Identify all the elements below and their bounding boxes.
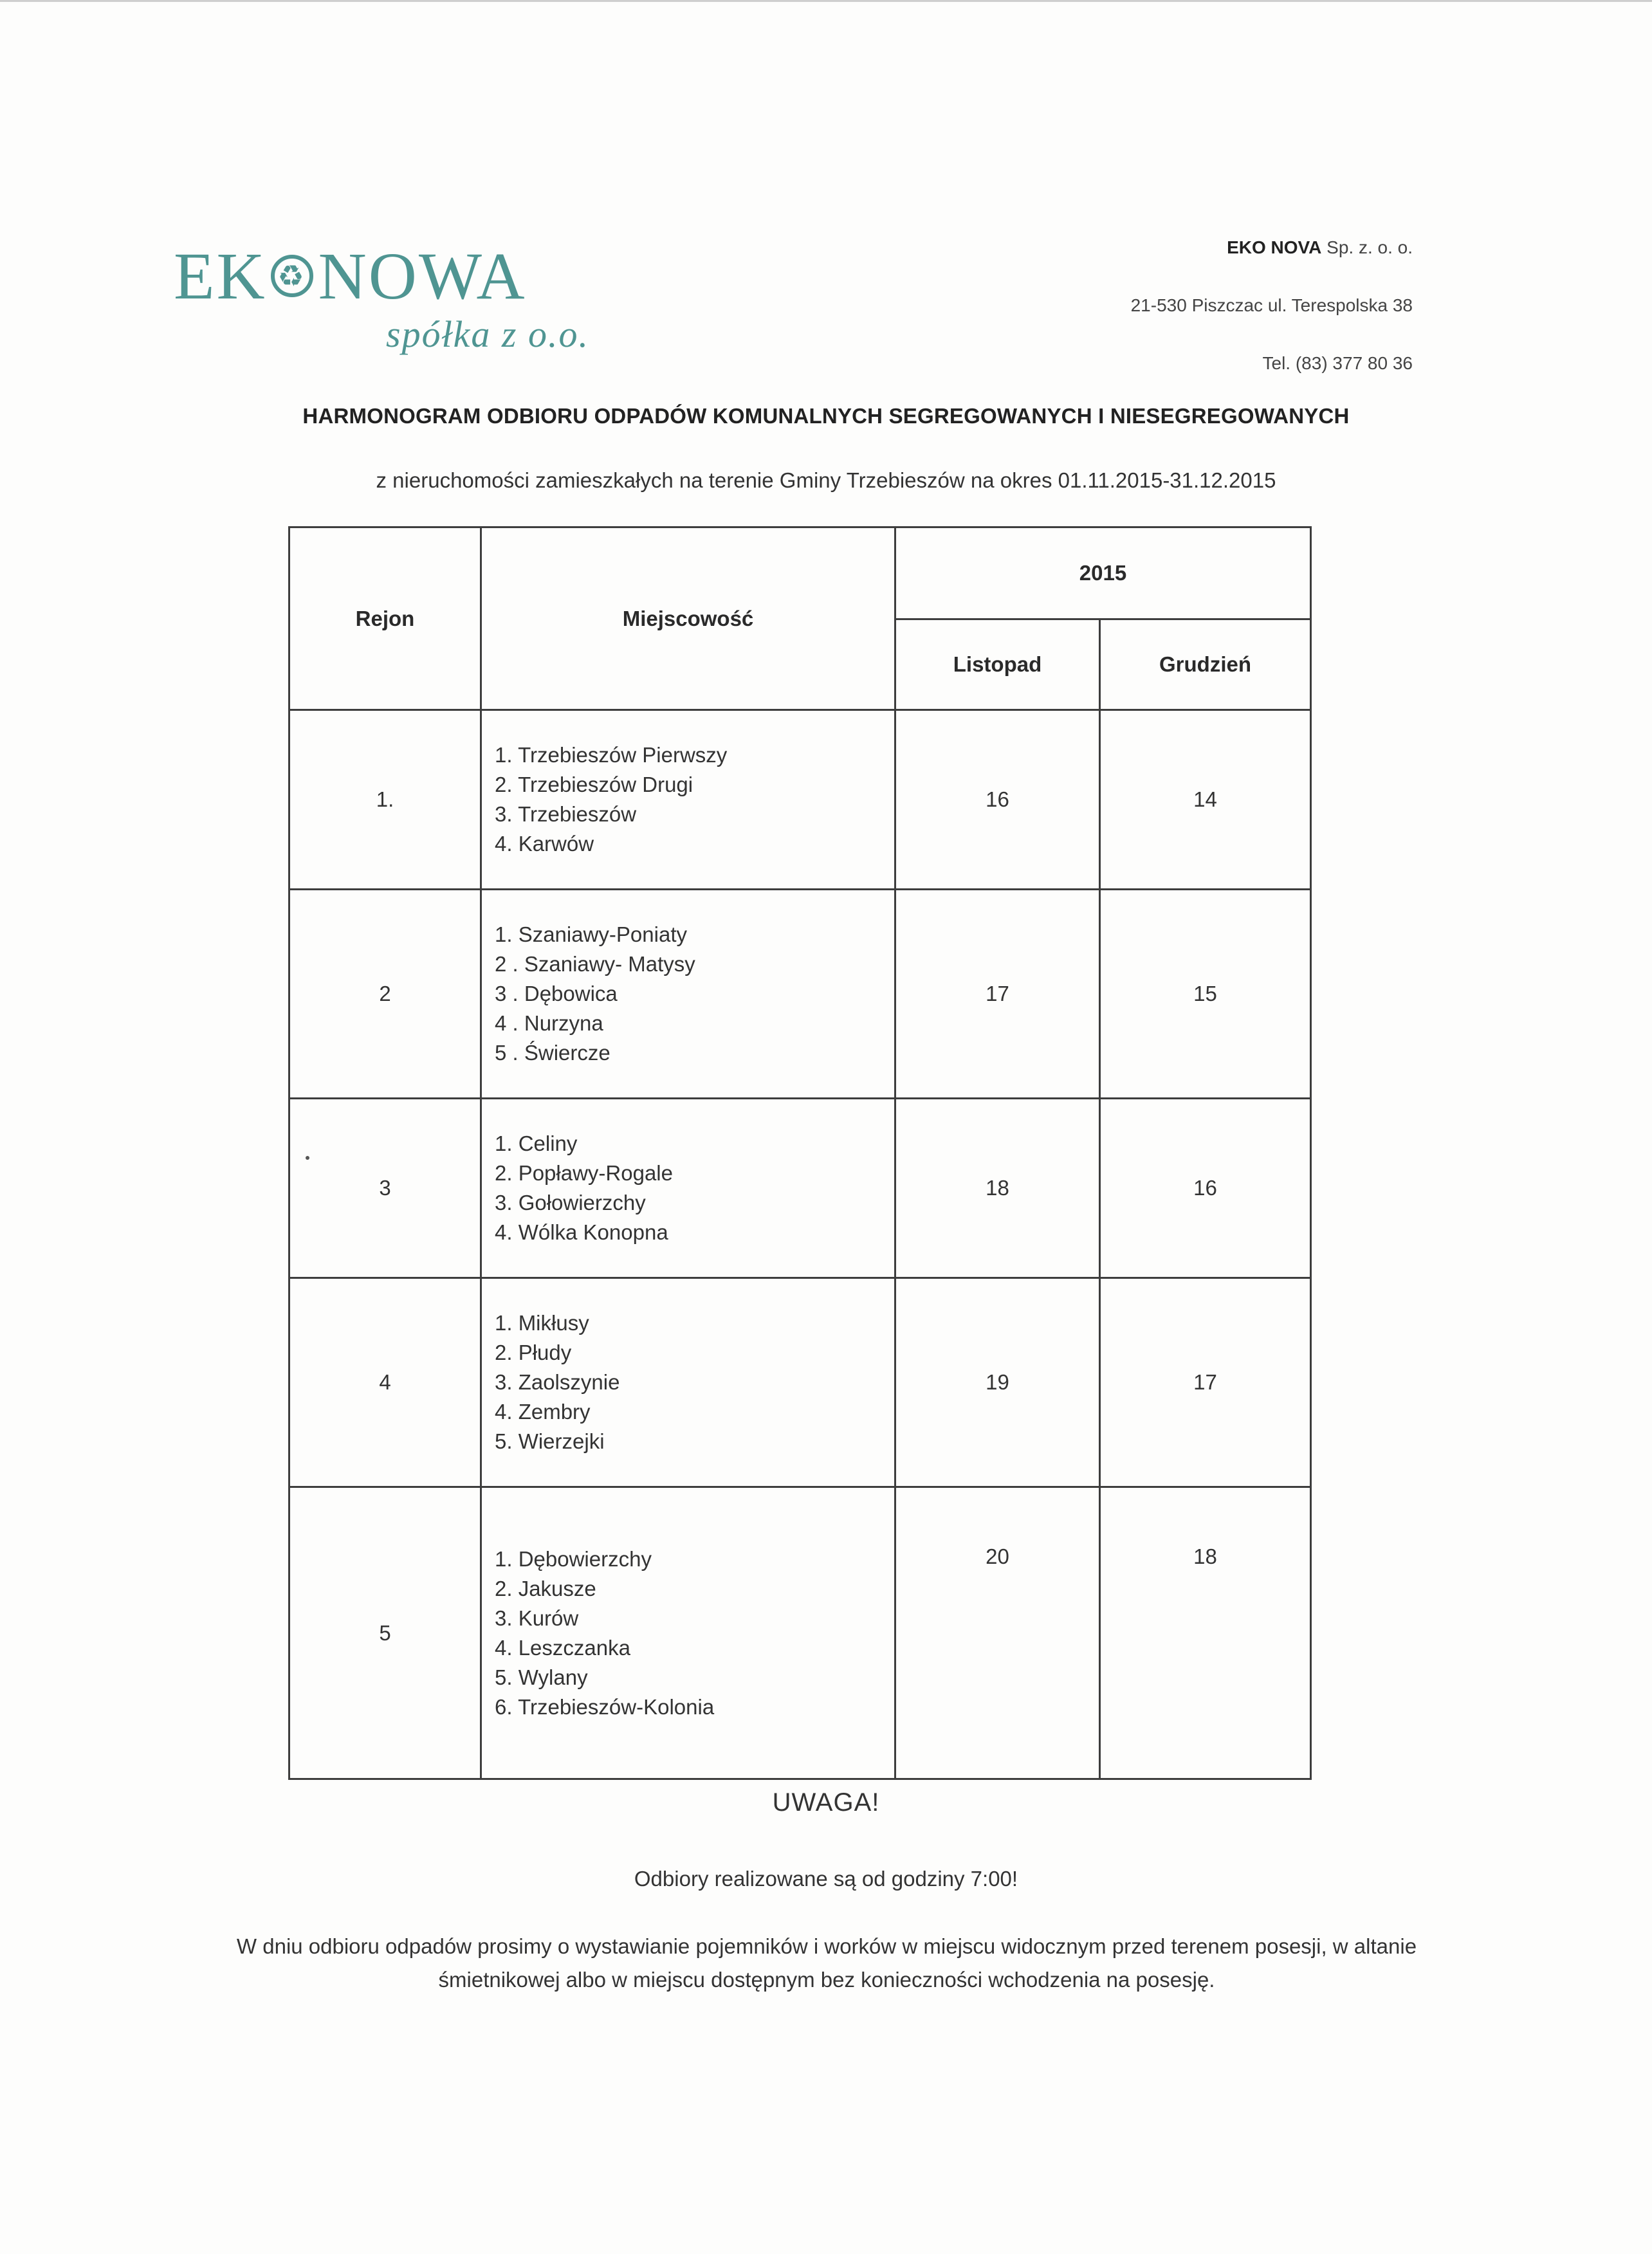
grudzien-date: 17 [1100,1278,1311,1487]
company-name [1131,232,1413,289]
place-item: 3. Zaolszynie [495,1370,620,1394]
place-item: 1. Dębowierzchy [495,1546,652,1571]
document-title: HARMONOGRAM ODBIORU ODPADÓW KOMUNALNYCH SEGREGOWANYCH I NIESEGREGOWANYCH [302,404,1350,428]
scan-speck [306,1156,309,1160]
place-item: 2. Płudy [495,1341,572,1364]
table-row [289,1278,1311,1487]
place-item: 1. Trzebieszów Pierwszy [495,743,728,767]
logo-subtitle: spółka z o.o. [386,313,589,355]
logo-text-left: EK [174,239,267,313]
place-item: 4. Zembry [495,1400,591,1424]
rejon-cell: 1. [289,710,481,890]
place-item: 4 . Nurzyna [495,1011,603,1035]
schedule-table [288,526,1312,1780]
logo-text-right: NOWA [318,239,527,313]
notice-time: Odbiory realizowane są od godziny 7:00! [634,1867,1018,1891]
listopad-date: 20 [895,1487,1100,1779]
document-subtitle: z nieruchomości zamieszkałych na terenie Gminy Trzebieszów na okres 01.11.2015-31.12.2015 [376,468,1276,492]
listopad-date: 19 [895,1278,1100,1487]
rejon-cell: 4 [289,1278,481,1487]
listopad-date: 18 [895,1099,1100,1278]
company-phone: Tel. (83) 377 80 36 [1262,353,1413,373]
scan-edge [0,0,1652,2]
rejon-cell: 5 [289,1487,481,1779]
header-rejon: Rejon [289,527,481,710]
places-cell [481,710,895,890]
place-item: 3. Kurów [495,1606,579,1630]
grudzien-date: 16 [1100,1099,1311,1278]
places-cell [481,890,895,1099]
company-logo [174,239,611,355]
header-month-listopad: Listopad [895,619,1100,710]
table-row [289,1487,1311,1779]
company-name-rest: Sp. z. o. o. [1321,237,1413,257]
listopad-date: 17 [895,890,1100,1099]
grudzien-date: 14 [1100,710,1311,890]
table-row [289,710,1311,890]
place-item: 3. Trzebieszów [495,802,637,826]
recycle-icon [271,255,313,297]
grudzien-date: 18 [1100,1487,1311,1779]
place-item: 5. Wylany [495,1665,588,1689]
place-item: 3. Gołowierzchy [495,1191,646,1214]
place-item: 1. Mikłusy [495,1311,589,1335]
places-cell [481,1099,895,1278]
rejon-cell: 3 [289,1099,481,1278]
place-item: 2. Popławy-Rogale [495,1161,673,1185]
place-item: 2. Jakusze [495,1576,596,1600]
place-item: 5. Wierzejki [495,1429,605,1453]
place-item: 5 . Świercze [495,1041,610,1065]
place-item: 1. Celiny [495,1132,578,1155]
header-row [289,527,1311,619]
place-item: 4. Leszczanka [495,1635,630,1660]
header-year: 2015 [895,527,1311,619]
place-item: 4. Karwów [495,832,594,856]
notice-heading: UWAGA! [772,1788,880,1817]
company-name-bold: EKO NOVA [1227,237,1322,257]
place-item: 1. Szaniawy-Poniaty [495,922,687,946]
header-month-grudzien: Grudzień [1100,619,1311,710]
place-item: 2 . Szaniawy- Matysy [495,952,695,976]
place-item: 6. Trzebieszów-Kolonia [495,1694,715,1719]
places-cell [481,1278,895,1487]
company-info [1131,232,1413,405]
table-row [289,890,1311,1099]
place-item: 2. Trzebieszów Drugi [495,773,693,796]
place-item: 3 . Dębowica [495,982,618,1005]
logo-wordmark [174,239,527,313]
notice-body: W dniu odbioru odpadów prosimy o wystawianie pojemników i worków w miejscu widocznym przed terenem posesji, w altanie śmietnikowej albo w miejscu dostępnym bez konieczności wchodzenia na posesję. [236,1934,1417,1992]
grudzien-date: 15 [1100,890,1311,1099]
company-address: 21-530 Piszczac ul. Terespolska 38 [1130,295,1413,315]
places-cell [481,1487,895,1779]
place-item: 4. Wólka Konopna [495,1220,668,1244]
listopad-date: 16 [895,710,1100,890]
table-row [289,1099,1311,1278]
header-miejscowosc: Miejscowość [481,527,895,710]
rejon-cell: 2 [289,890,481,1099]
